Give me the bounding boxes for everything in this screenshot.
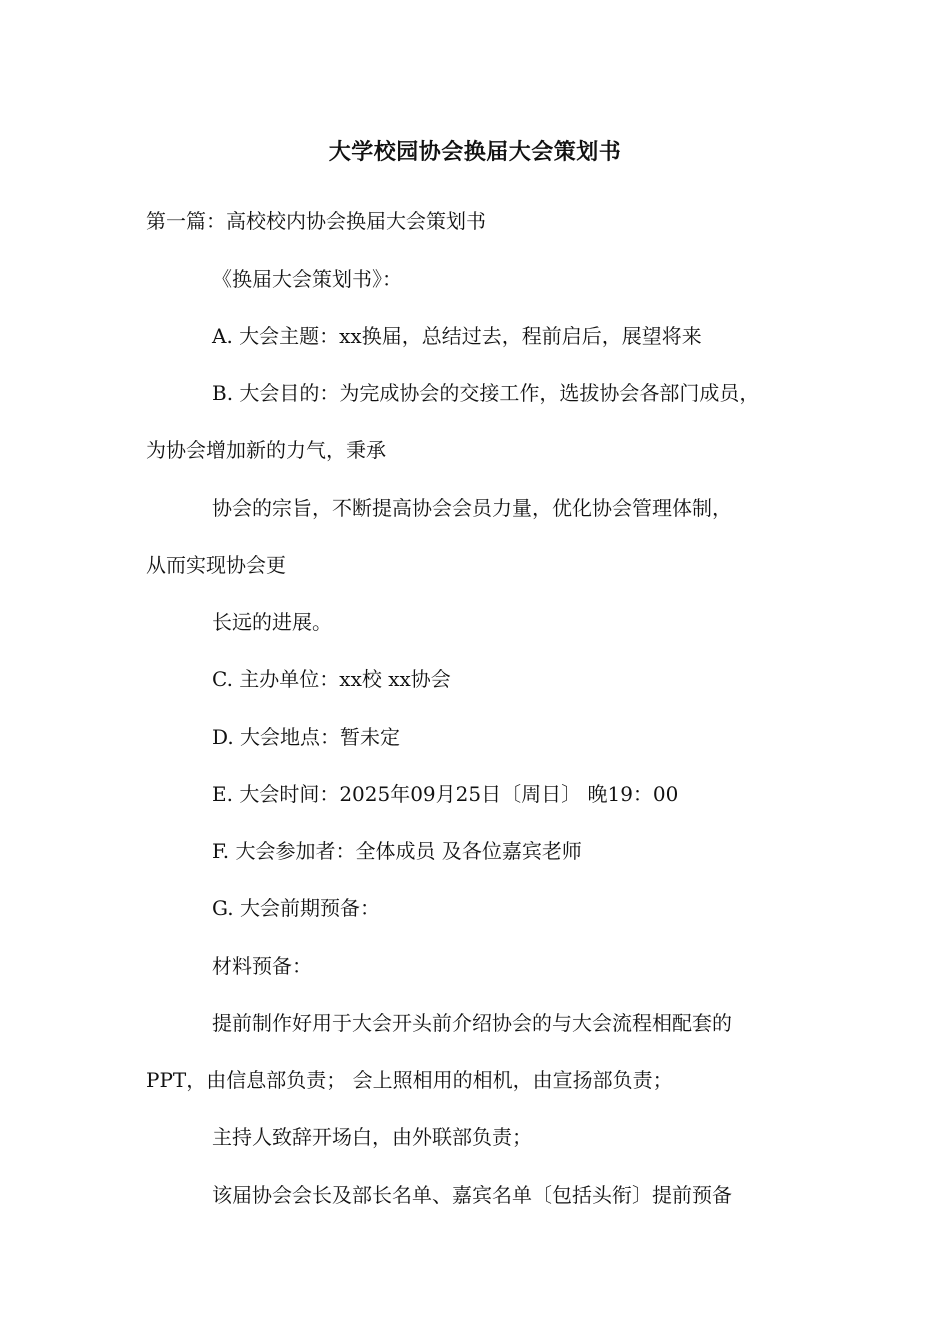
materials-line3: 主持人致辞开场白，由外联部负责； xyxy=(212,1125,532,1149)
materials-heading: 材料预备： xyxy=(212,954,312,978)
item-b-purpose: B. 大会目的：为完成协会的交接工作，选拔协会各部门成员， xyxy=(212,381,760,405)
item-a-theme: A. 大会主题：xx换届，总结过去，程前启后，展望将来 xyxy=(212,324,702,348)
paragraph-purpose-line1: 协会的宗旨，不断提高协会会员力量，优化协会管理体制， xyxy=(212,496,732,520)
item-b-purpose-cont: 为协会增加新的力气，秉承 xyxy=(146,438,386,462)
item-e-time: E. 大会时间：2025年09月25日〔周日〕 晚19：00 xyxy=(212,782,679,806)
item-d-venue: D. 大会地点：暂未定 xyxy=(212,725,401,749)
materials-line1: 提前制作好用于大会开头前介绍协会的与大会流程相配套的 xyxy=(212,1011,732,1035)
subsection-heading: 《换届大会策划书》： xyxy=(212,267,402,291)
section-heading: 第一篇：高校校内协会换届大会策划书 xyxy=(146,209,486,233)
paragraph-purpose-line3: 长远的进展。 xyxy=(212,610,332,634)
document-title: 大学校园协会换届大会策划书 xyxy=(328,139,622,165)
item-c-organizer: C. 主办单位：xx校 xx协会 xyxy=(212,667,451,691)
materials-line2: PPT，由信息部负责； 会上照相用的相机，由宣扬部负责； xyxy=(146,1068,673,1092)
item-g-preparation: G. 大会前期预备： xyxy=(212,896,380,920)
paragraph-purpose-line2: 从而实现协会更 xyxy=(146,553,286,577)
materials-line4: 该届协会会长及部长名单、嘉宾名单〔包括头衔〕提前预备 xyxy=(212,1183,732,1207)
item-f-participants: F. 大会参加者：全体成员 及各位嘉宾老师 xyxy=(212,839,582,863)
